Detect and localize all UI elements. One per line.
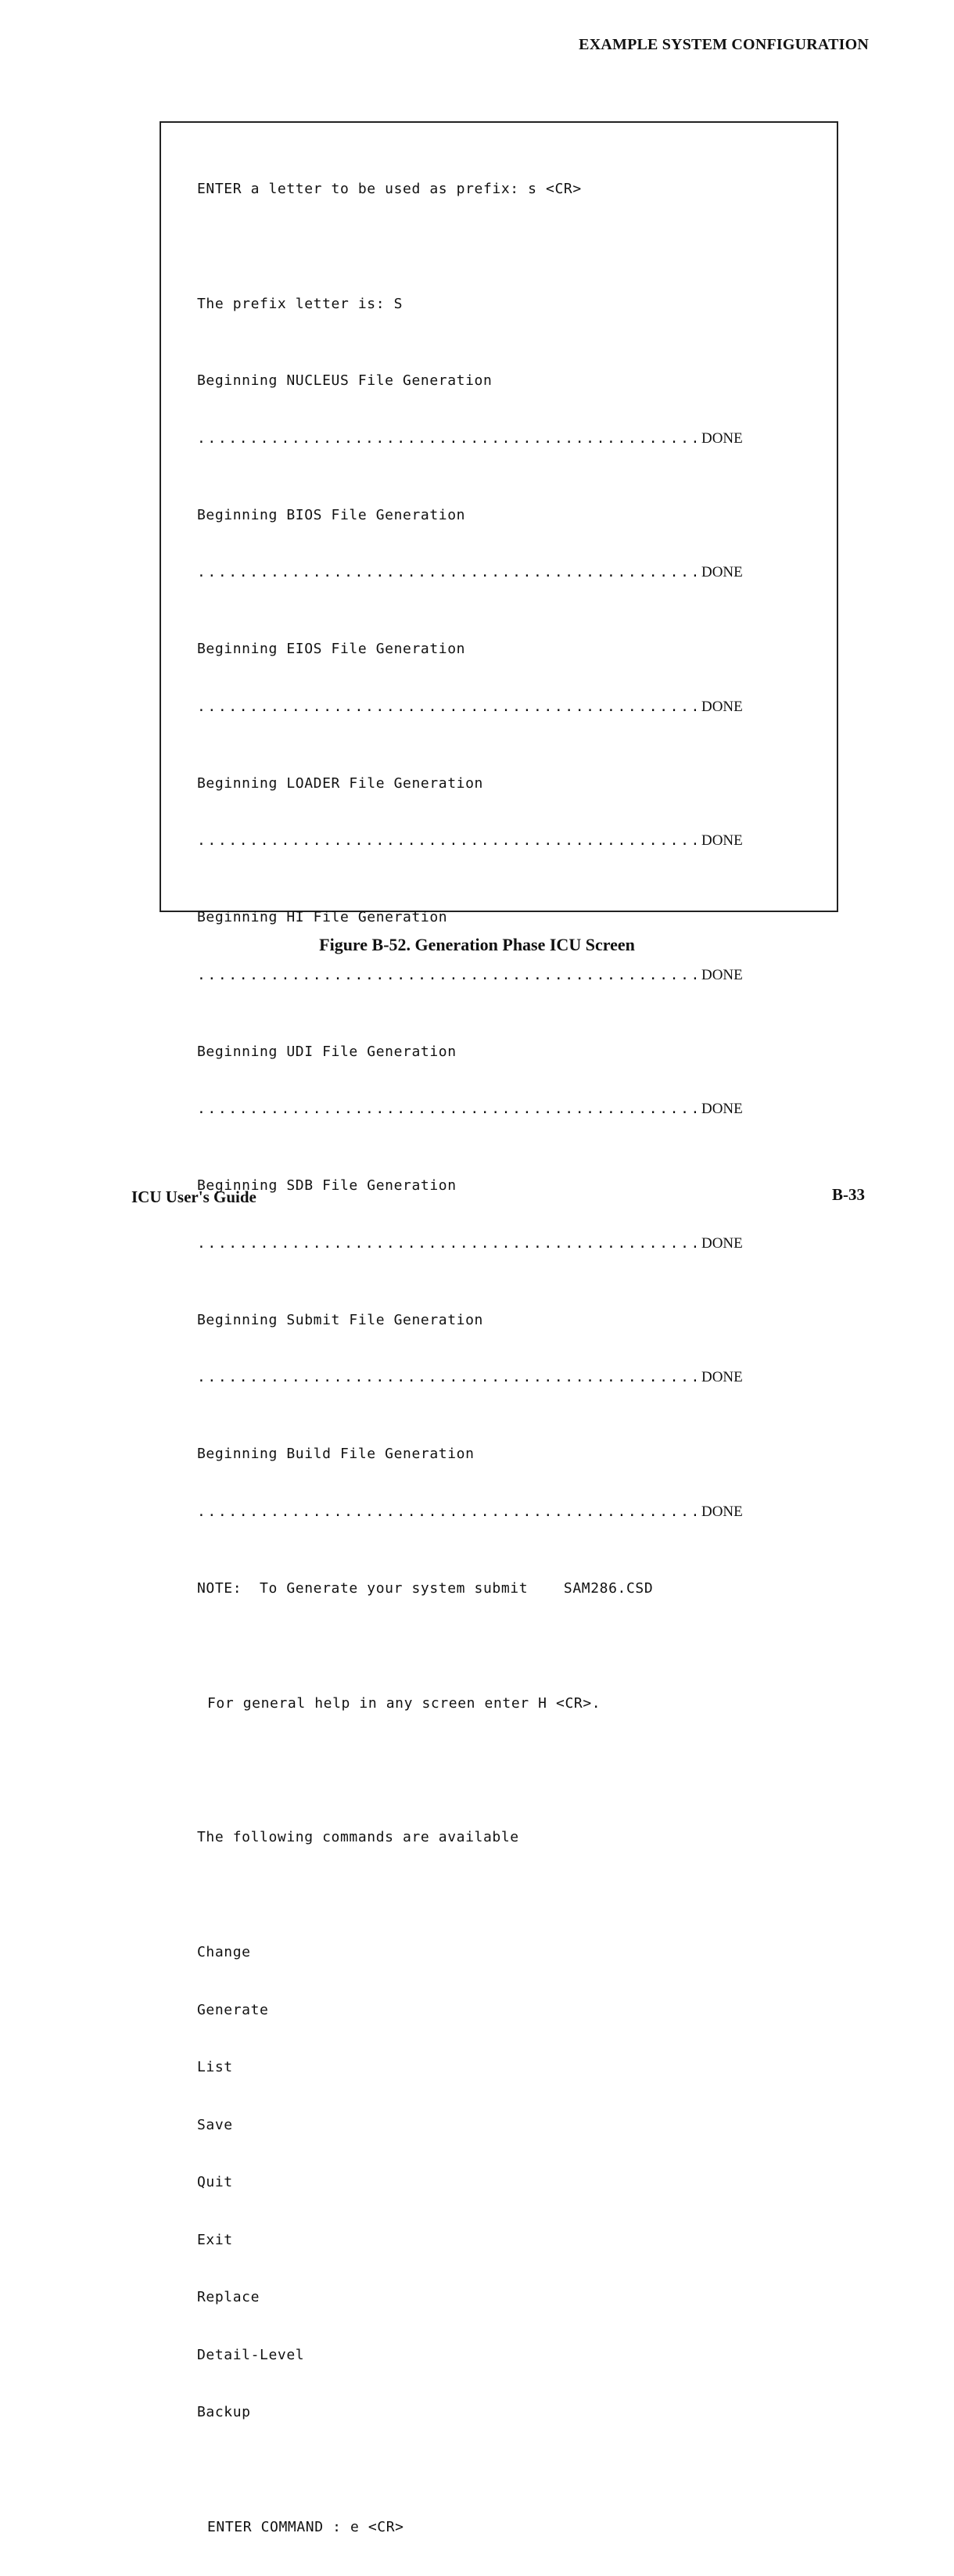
command-item: List bbox=[197, 2059, 233, 2075]
step-label: Beginning LOADER File Generation bbox=[197, 774, 483, 792]
done-label: DONE bbox=[701, 832, 743, 849]
command-item: Save bbox=[197, 2116, 233, 2133]
running-header: EXAMPLE SYSTEM CONFIGURATION bbox=[579, 36, 869, 53]
done-label: DONE bbox=[701, 1101, 743, 1117]
done-label: DONE bbox=[701, 1234, 743, 1252]
step-status-row: ................................................ DONE bbox=[197, 429, 821, 449]
step-label: Beginning EIOS File Generation bbox=[197, 641, 466, 657]
step-status-row: ................................................ DONE bbox=[197, 1100, 821, 1119]
done-label: DONE bbox=[701, 429, 743, 447]
step-label: Beginning UDI File Generation bbox=[197, 1043, 457, 1060]
step-label: Beginning NUCLEUS File Generation bbox=[197, 372, 493, 389]
figure-caption: Figure B-52. Generation Phase ICU Screen bbox=[319, 935, 635, 954]
done-label: DONE bbox=[701, 1503, 743, 1520]
step-status-row: ................................................ DONE bbox=[197, 1368, 821, 1388]
prefix-prompt: ENTER a letter to be used as prefix: s <CR> bbox=[197, 181, 582, 197]
step-status-row: ................................................ DONE bbox=[197, 563, 821, 583]
step-status-row: ................................................ DONE bbox=[197, 966, 821, 986]
step-label: Beginning SDB File Generation bbox=[197, 1177, 457, 1194]
step-label: Beginning Build File Generation bbox=[197, 1446, 475, 1462]
command-item: Backup bbox=[197, 2404, 251, 2420]
commands-heading: The following commands are available bbox=[197, 1829, 519, 1845]
note-line: NOTE: To Generate your system submit SAM286.CSD bbox=[197, 1579, 654, 1597]
step-label: Beginning HI File Generation bbox=[197, 909, 448, 925]
command-item: Detail-Level bbox=[197, 2346, 305, 2363]
command-item: Quit bbox=[197, 2174, 233, 2190]
step-label: Beginning BIOS File Generation bbox=[197, 506, 466, 523]
step-status-row: ................................................ DONE bbox=[197, 1234, 821, 1254]
done-label: DONE bbox=[701, 564, 743, 580]
help-line: For general help in any screen enter H <CR>. bbox=[207, 1694, 601, 1712]
prefix-result: The prefix letter is: S bbox=[197, 296, 403, 312]
step-status-row: ................................................ DONE bbox=[197, 1503, 821, 1522]
done-label: DONE bbox=[701, 966, 743, 983]
command-item: Exit bbox=[197, 2231, 233, 2248]
step-label: Beginning Submit File Generation bbox=[197, 1311, 483, 1328]
page-number: B-33 bbox=[832, 1185, 865, 1204]
footer-guide-title: ICU User's Guide bbox=[131, 1187, 256, 1206]
step-status-row: ................................................ DONE bbox=[197, 832, 821, 851]
step-status-row: ................................................ DONE bbox=[197, 698, 821, 717]
done-label: DONE bbox=[701, 698, 743, 715]
enter-command-prompt: ENTER COMMAND : e <CR> bbox=[207, 2519, 404, 2535]
command-item: Change bbox=[197, 1944, 251, 1960]
command-item: Generate bbox=[197, 2001, 269, 2018]
command-item: Replace bbox=[197, 2289, 260, 2305]
done-label: DONE bbox=[701, 1369, 743, 1385]
